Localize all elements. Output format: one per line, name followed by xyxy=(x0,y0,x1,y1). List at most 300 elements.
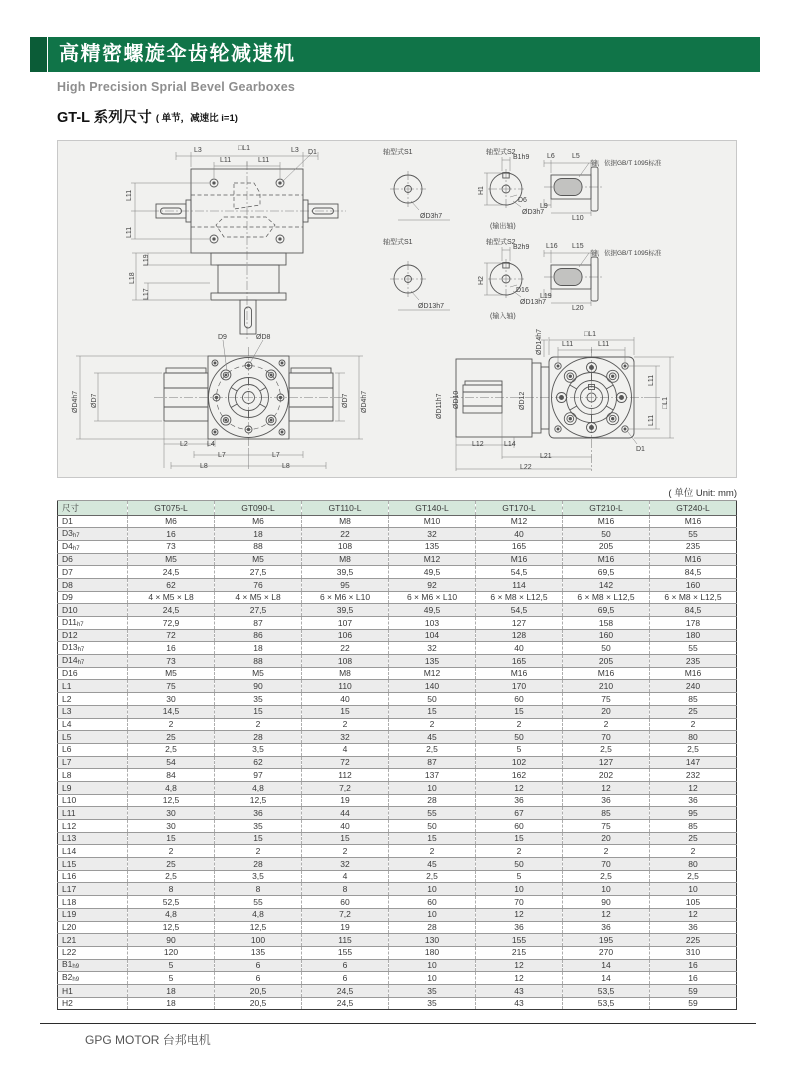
dimension-value: 32 xyxy=(389,642,476,655)
drawing-dim-label: 轴型式S1 xyxy=(383,149,413,156)
table-row xyxy=(58,617,737,630)
dimension-label: L2 xyxy=(58,693,128,706)
drawing-dim-label: L19 xyxy=(540,293,552,300)
dimension-value: 107 xyxy=(302,617,389,630)
drawing-labels-overlay xyxy=(58,141,738,479)
dimension-label: D16 xyxy=(58,667,128,680)
dimension-value: 84,5 xyxy=(650,566,737,579)
dimension-value: 108 xyxy=(302,540,389,553)
dimension-value: 35 xyxy=(215,693,302,706)
dimension-value: 160 xyxy=(563,629,650,642)
dimension-value: 137 xyxy=(389,769,476,782)
dimension-value: 127 xyxy=(476,617,563,630)
dimension-value: 114 xyxy=(476,578,563,591)
dimension-label: L17 xyxy=(58,883,128,896)
column-header-model: GT210-L xyxy=(563,501,650,516)
dimension-value: 95 xyxy=(650,807,737,820)
dimension-value: 162 xyxy=(476,769,563,782)
dimension-value: 232 xyxy=(650,769,737,782)
dimension-value: 2 xyxy=(128,718,215,731)
drawing-dim-label: B2h9 xyxy=(513,244,530,251)
dimension-value: 240 xyxy=(650,680,737,693)
dimension-value: M6 xyxy=(128,515,215,528)
dimension-value: 6 × M6 × L10 xyxy=(302,591,389,604)
dimension-value: 18 xyxy=(215,528,302,541)
table-row xyxy=(58,984,737,997)
dimension-value: 147 xyxy=(650,756,737,769)
dimension-value: 80 xyxy=(650,731,737,744)
dimension-value: M16 xyxy=(563,515,650,528)
dimension-value: 155 xyxy=(476,934,563,947)
dimension-label: D10 xyxy=(58,604,128,617)
footer-divider xyxy=(40,1023,756,1024)
dimension-value: 67 xyxy=(476,807,563,820)
drawing-dim-label: 轴型式S2 xyxy=(486,239,516,246)
dimension-value: 10 xyxy=(389,781,476,794)
dimension-value: 2 xyxy=(476,845,563,858)
drawing-dim-label: H1 xyxy=(478,186,485,195)
dimension-value: 20 xyxy=(563,705,650,718)
dimension-value: 5 xyxy=(476,870,563,883)
dimension-value: 50 xyxy=(389,820,476,833)
dimension-value: 43 xyxy=(476,984,563,997)
dimension-value: 2 xyxy=(302,845,389,858)
dimension-value: 8 xyxy=(215,883,302,896)
dimension-label: H1 xyxy=(58,984,128,997)
drawing-dim-label: L12 xyxy=(472,441,484,448)
dimension-value: 12,5 xyxy=(128,921,215,934)
dimension-value: 110 xyxy=(302,680,389,693)
dimension-value: 84 xyxy=(128,769,215,782)
dimension-value: 2 xyxy=(302,718,389,731)
dimension-value: 12 xyxy=(476,781,563,794)
table-header-row xyxy=(58,501,737,516)
dimension-label: L5 xyxy=(58,731,128,744)
drawing-dim-label: ØD14h7 xyxy=(536,328,543,355)
drawing-dim-label: H2 xyxy=(478,276,485,285)
drawing-dim-label: L3 xyxy=(194,147,202,154)
table-row xyxy=(58,908,737,921)
dimension-value: 19 xyxy=(302,921,389,934)
dimension-value: 135 xyxy=(389,540,476,553)
dimension-value: 16 xyxy=(128,528,215,541)
dimension-value: 210 xyxy=(563,680,650,693)
drawing-dim-label: (输出轴) xyxy=(490,223,516,230)
dimension-value: 95 xyxy=(302,578,389,591)
drawing-dim-label: L15 xyxy=(572,243,584,250)
dimension-value: 16 xyxy=(650,959,737,972)
dimension-value: M12 xyxy=(389,667,476,680)
table-row xyxy=(58,820,737,833)
table-row xyxy=(58,781,737,794)
dimension-value: 88 xyxy=(215,540,302,553)
dimension-label: $D3_{h7}$ xyxy=(58,528,128,541)
dimension-value: 102 xyxy=(476,756,563,769)
dimension-value: 170 xyxy=(476,680,563,693)
dimension-value: 195 xyxy=(563,934,650,947)
drawing-dim-label: L4 xyxy=(207,441,215,448)
dimension-value: 140 xyxy=(389,680,476,693)
drawing-dim-label: 键，依据GB/T 1095标准 xyxy=(591,250,662,257)
dimension-value: 90 xyxy=(128,934,215,947)
dimension-value: 15 xyxy=(215,705,302,718)
dimension-value: 12 xyxy=(476,959,563,972)
unit-note: ( 单位 Unit: mm) xyxy=(668,488,737,499)
dimension-value: 12 xyxy=(476,908,563,921)
dimension-value: 6 × M6 × L10 xyxy=(389,591,476,604)
section-title xyxy=(57,106,238,127)
dimension-label: L11 xyxy=(58,807,128,820)
dimension-value: 45 xyxy=(389,731,476,744)
dimension-value: 14,5 xyxy=(128,705,215,718)
dimension-value: 155 xyxy=(302,946,389,959)
dimension-value: 12,5 xyxy=(215,794,302,807)
dimension-value: 7,2 xyxy=(302,781,389,794)
dimension-value: 20,5 xyxy=(215,997,302,1010)
dimension-value: 215 xyxy=(476,946,563,959)
drawing-dim-label: D1 xyxy=(636,446,645,453)
dimension-value: 165 xyxy=(476,540,563,553)
drawing-dim-label: ØD3h7 xyxy=(522,209,545,216)
dimension-value: 103 xyxy=(389,617,476,630)
dimension-value: 15 xyxy=(476,832,563,845)
dimension-value: 60 xyxy=(389,896,476,909)
dimension-value: 100 xyxy=(215,934,302,947)
drawing-dim-label: L18 xyxy=(129,272,136,284)
dimension-value: M5 xyxy=(128,667,215,680)
dimension-value: 24,5 xyxy=(128,566,215,579)
dimension-value: 40 xyxy=(302,693,389,706)
dimension-label: H2 xyxy=(58,997,128,1010)
dimension-value: 4 xyxy=(302,743,389,756)
dimension-value: M16 xyxy=(476,553,563,566)
drawing-dim-label: ØD10 xyxy=(453,390,460,409)
drawing-dim-label: ØD7 xyxy=(91,393,98,408)
dimension-value: 85 xyxy=(650,820,737,833)
dimension-label: D6 xyxy=(58,553,128,566)
dimension-value: 36 xyxy=(476,794,563,807)
dimension-value: 35 xyxy=(215,820,302,833)
dimension-value: 39,5 xyxy=(302,566,389,579)
table-row xyxy=(58,946,737,959)
drawing-dim-label: D9 xyxy=(218,334,227,341)
dimension-value: 4,8 xyxy=(215,781,302,794)
table-row xyxy=(58,642,737,655)
page-title: 高精密螺旋伞齿轮减速机 xyxy=(48,37,760,72)
dimension-value: M8 xyxy=(302,667,389,680)
drawing-dim-label: L8 xyxy=(282,463,290,470)
dimension-value: 135 xyxy=(389,655,476,668)
dimension-value: 15 xyxy=(476,705,563,718)
dimension-value: 24,5 xyxy=(302,984,389,997)
dimension-value: 55 xyxy=(650,642,737,655)
drawing-dim-label: ØD11h7 xyxy=(436,393,443,419)
drawing-dim-label: L5 xyxy=(572,153,580,160)
dimension-value: 12 xyxy=(563,781,650,794)
table-row xyxy=(58,705,737,718)
dimension-value: 20,5 xyxy=(215,984,302,997)
dimension-value: 75 xyxy=(128,680,215,693)
dimension-value: 24,5 xyxy=(302,997,389,1010)
drawing-dim-label: 轴型式S1 xyxy=(383,239,413,246)
table-row xyxy=(58,794,737,807)
dimension-value: 2,5 xyxy=(389,743,476,756)
drawing-dim-label: L7 xyxy=(272,452,280,459)
dimension-value: 4 × M5 × L8 xyxy=(215,591,302,604)
dimension-value: 32 xyxy=(302,731,389,744)
drawing-dim-label: L6 xyxy=(547,153,555,160)
dimension-value: 25 xyxy=(650,705,737,718)
dimension-value: 30 xyxy=(128,807,215,820)
dimension-label: $D14_{h7}$ xyxy=(58,655,128,668)
drawing-dim-label: ØD7 xyxy=(342,393,349,408)
drawing-dim-label: L17 xyxy=(143,288,150,300)
dimension-value: 142 xyxy=(563,578,650,591)
dimension-value: 10 xyxy=(389,959,476,972)
dimension-value: 88 xyxy=(215,655,302,668)
dimension-value: 97 xyxy=(215,769,302,782)
drawing-dim-label: 键，依据GB/T 1095标准 xyxy=(591,160,662,167)
dimension-value: 205 xyxy=(563,655,650,668)
table-row xyxy=(58,832,737,845)
drawing-dim-label: ØD4h7 xyxy=(72,390,79,413)
dimension-value: 22 xyxy=(302,528,389,541)
dimension-value: 54,5 xyxy=(476,604,563,617)
dimension-value: 87 xyxy=(389,756,476,769)
dimension-value: 2 xyxy=(563,718,650,731)
dimension-value: 53,5 xyxy=(563,997,650,1010)
dimension-table xyxy=(57,500,737,1010)
dimension-value: 75 xyxy=(563,693,650,706)
dimension-value: 104 xyxy=(389,629,476,642)
dimension-label: L3 xyxy=(58,705,128,718)
dimension-label: L15 xyxy=(58,858,128,871)
dimension-value: 55 xyxy=(650,528,737,541)
dimension-value: 4,8 xyxy=(128,908,215,921)
drawing-dim-label: L21 xyxy=(540,453,552,460)
dimension-value: 43 xyxy=(476,997,563,1010)
dimension-value: 235 xyxy=(650,540,737,553)
dimension-value: 2 xyxy=(650,718,737,731)
dimension-label: D7 xyxy=(58,566,128,579)
dimension-label: L8 xyxy=(58,769,128,782)
dimension-value: 5 xyxy=(476,743,563,756)
dimension-value: 127 xyxy=(563,756,650,769)
dimension-value: 15 xyxy=(128,832,215,845)
dimension-value: 86 xyxy=(215,629,302,642)
dimension-value: 6 × M8 × L12,5 xyxy=(650,591,737,604)
series-name: GT-L 系列尺寸 xyxy=(57,110,152,126)
table-row xyxy=(58,858,737,871)
dimension-value: 2,5 xyxy=(389,870,476,883)
dimension-label: D9 xyxy=(58,591,128,604)
dimension-value: M8 xyxy=(302,553,389,566)
dimension-value: M16 xyxy=(563,553,650,566)
dimension-value: 50 xyxy=(389,693,476,706)
dimension-value: 15 xyxy=(302,705,389,718)
table-row xyxy=(58,769,737,782)
dimension-value: 40 xyxy=(476,642,563,655)
dimension-value: 73 xyxy=(128,540,215,553)
drawing-dim-label: L16 xyxy=(546,243,558,250)
dimension-label: L19 xyxy=(58,908,128,921)
drawing-dim-label: □L1 xyxy=(238,145,251,152)
dimension-label: L4 xyxy=(58,718,128,731)
dimension-value: 2 xyxy=(215,845,302,858)
column-header-model: GT090-L xyxy=(215,501,302,516)
dimension-label: L18 xyxy=(58,896,128,909)
drawing-dim-label: ØD4h7 xyxy=(361,390,368,413)
drawing-dim-label: □L1 xyxy=(662,396,669,409)
dimension-value: 2 xyxy=(476,718,563,731)
drawing-dim-label: L19 xyxy=(143,254,150,266)
dimension-value: 84,5 xyxy=(650,604,737,617)
dimension-value: 32 xyxy=(302,858,389,871)
dimension-value: M16 xyxy=(650,667,737,680)
dimension-value: 62 xyxy=(215,756,302,769)
dimension-value: 60 xyxy=(302,896,389,909)
dimension-value: 20 xyxy=(563,832,650,845)
dimension-value: 158 xyxy=(563,617,650,630)
dimension-value: 12 xyxy=(563,908,650,921)
table-row xyxy=(58,731,737,744)
dimension-value: 10 xyxy=(476,883,563,896)
dimension-value: 115 xyxy=(302,934,389,947)
table-row xyxy=(58,997,737,1010)
table-row xyxy=(58,540,737,553)
dimension-value: 128 xyxy=(476,629,563,642)
drawing-dim-label: L22 xyxy=(520,464,532,471)
column-header-dimension: 尺寸 xyxy=(58,501,128,516)
table-row xyxy=(58,807,737,820)
dimension-value: 60 xyxy=(476,820,563,833)
dimension-value: 70 xyxy=(563,858,650,871)
drawing-dim-label: B1h9 xyxy=(513,154,530,161)
table-row xyxy=(58,553,737,566)
dimension-value: 6 × M8 × L12,5 xyxy=(563,591,650,604)
dimension-value: 7,2 xyxy=(302,908,389,921)
dimension-value: 36 xyxy=(650,921,737,934)
dimension-value: 14 xyxy=(563,959,650,972)
dimension-label: $D11_{h7}$ xyxy=(58,617,128,630)
dimension-value: 70 xyxy=(476,896,563,909)
dimension-value: 62 xyxy=(128,578,215,591)
dimension-value: M5 xyxy=(215,553,302,566)
table-row xyxy=(58,566,737,579)
dimension-value: 8 xyxy=(128,883,215,896)
dimension-value: 60 xyxy=(476,693,563,706)
dimension-label: L16 xyxy=(58,870,128,883)
dimension-value: M5 xyxy=(215,667,302,680)
dimension-label: L6 xyxy=(58,743,128,756)
dimension-value: 15 xyxy=(389,832,476,845)
dimension-value: 72,9 xyxy=(128,617,215,630)
dimension-value: 45 xyxy=(389,858,476,871)
table-row xyxy=(58,591,737,604)
dimension-value: 108 xyxy=(302,655,389,668)
dimension-value: 28 xyxy=(215,858,302,871)
drawing-dim-label: ØD3h7 xyxy=(420,213,443,220)
table-row xyxy=(58,528,737,541)
table-row xyxy=(58,604,737,617)
dimension-value: 310 xyxy=(650,946,737,959)
column-header-model: GT110-L xyxy=(302,501,389,516)
column-header-model: GT240-L xyxy=(650,501,737,516)
drawing-dim-label: L11 xyxy=(648,414,655,426)
dimension-value: 106 xyxy=(302,629,389,642)
drawing-dim-label: L8 xyxy=(200,463,208,470)
dimension-value: 76 xyxy=(215,578,302,591)
drawing-dim-label: L14 xyxy=(504,441,516,448)
dimension-value: 2,5 xyxy=(563,870,650,883)
table-row xyxy=(58,680,737,693)
dimension-value: 36 xyxy=(563,794,650,807)
dimension-value: 2 xyxy=(215,718,302,731)
dimension-value: 135 xyxy=(215,946,302,959)
drawing-dim-label: 轴型式S2 xyxy=(486,149,516,156)
dimension-value: 30 xyxy=(128,820,215,833)
dimension-value: 85 xyxy=(563,807,650,820)
dimension-value: M10 xyxy=(389,515,476,528)
dimension-label: $D13_{h7}$ xyxy=(58,642,128,655)
dimension-value: 50 xyxy=(563,642,650,655)
dimension-label: L20 xyxy=(58,921,128,934)
dimension-value: 16 xyxy=(128,642,215,655)
page-subtitle: High Precision Sprial Bevel Gearboxes xyxy=(57,80,296,94)
dimension-value: 69,5 xyxy=(563,604,650,617)
dimension-value: 22 xyxy=(302,642,389,655)
table-row xyxy=(58,655,737,668)
dimension-value: 15 xyxy=(389,705,476,718)
drawing-dim-label: L11 xyxy=(220,157,232,164)
dimension-value: 160 xyxy=(650,578,737,591)
dimension-value: 16 xyxy=(650,972,737,985)
dimension-value: 12,5 xyxy=(128,794,215,807)
column-header-model: GT075-L xyxy=(128,501,215,516)
drawing-dim-label: L11 xyxy=(126,226,133,238)
dimension-value: 80 xyxy=(650,858,737,871)
dimension-value: 10 xyxy=(389,883,476,896)
dimension-value: 87 xyxy=(215,617,302,630)
dimension-value: 70 xyxy=(563,731,650,744)
dimension-value: 10 xyxy=(650,883,737,896)
dimension-label: $B2_{h9}$ xyxy=(58,972,128,985)
dimension-value: 50 xyxy=(476,858,563,871)
dimension-value: 205 xyxy=(563,540,650,553)
dimension-value: 12 xyxy=(476,972,563,985)
dimension-value: 72 xyxy=(128,629,215,642)
dimension-value: 235 xyxy=(650,655,737,668)
dimension-value: 130 xyxy=(389,934,476,947)
dimension-value: 105 xyxy=(650,896,737,909)
dimension-value: 2 xyxy=(389,845,476,858)
table-row xyxy=(58,718,737,731)
dimension-value: 12 xyxy=(650,908,737,921)
section-note: ( 单节，减速比 i=1) xyxy=(155,113,238,124)
dimension-value: M16 xyxy=(650,515,737,528)
dimension-value: 202 xyxy=(563,769,650,782)
dimension-value: 18 xyxy=(215,642,302,655)
dimension-value: 75 xyxy=(563,820,650,833)
dimension-value: 2 xyxy=(563,845,650,858)
dimension-value: 25 xyxy=(650,832,737,845)
dimension-value: M16 xyxy=(476,667,563,680)
dimension-value: 73 xyxy=(128,655,215,668)
dimension-value: 4 × M5 × L8 xyxy=(128,591,215,604)
dimension-value: 6 × M8 × L12,5 xyxy=(476,591,563,604)
drawing-dim-label: ØD8 xyxy=(256,334,271,341)
dimension-label: $B1_{h9}$ xyxy=(58,959,128,972)
